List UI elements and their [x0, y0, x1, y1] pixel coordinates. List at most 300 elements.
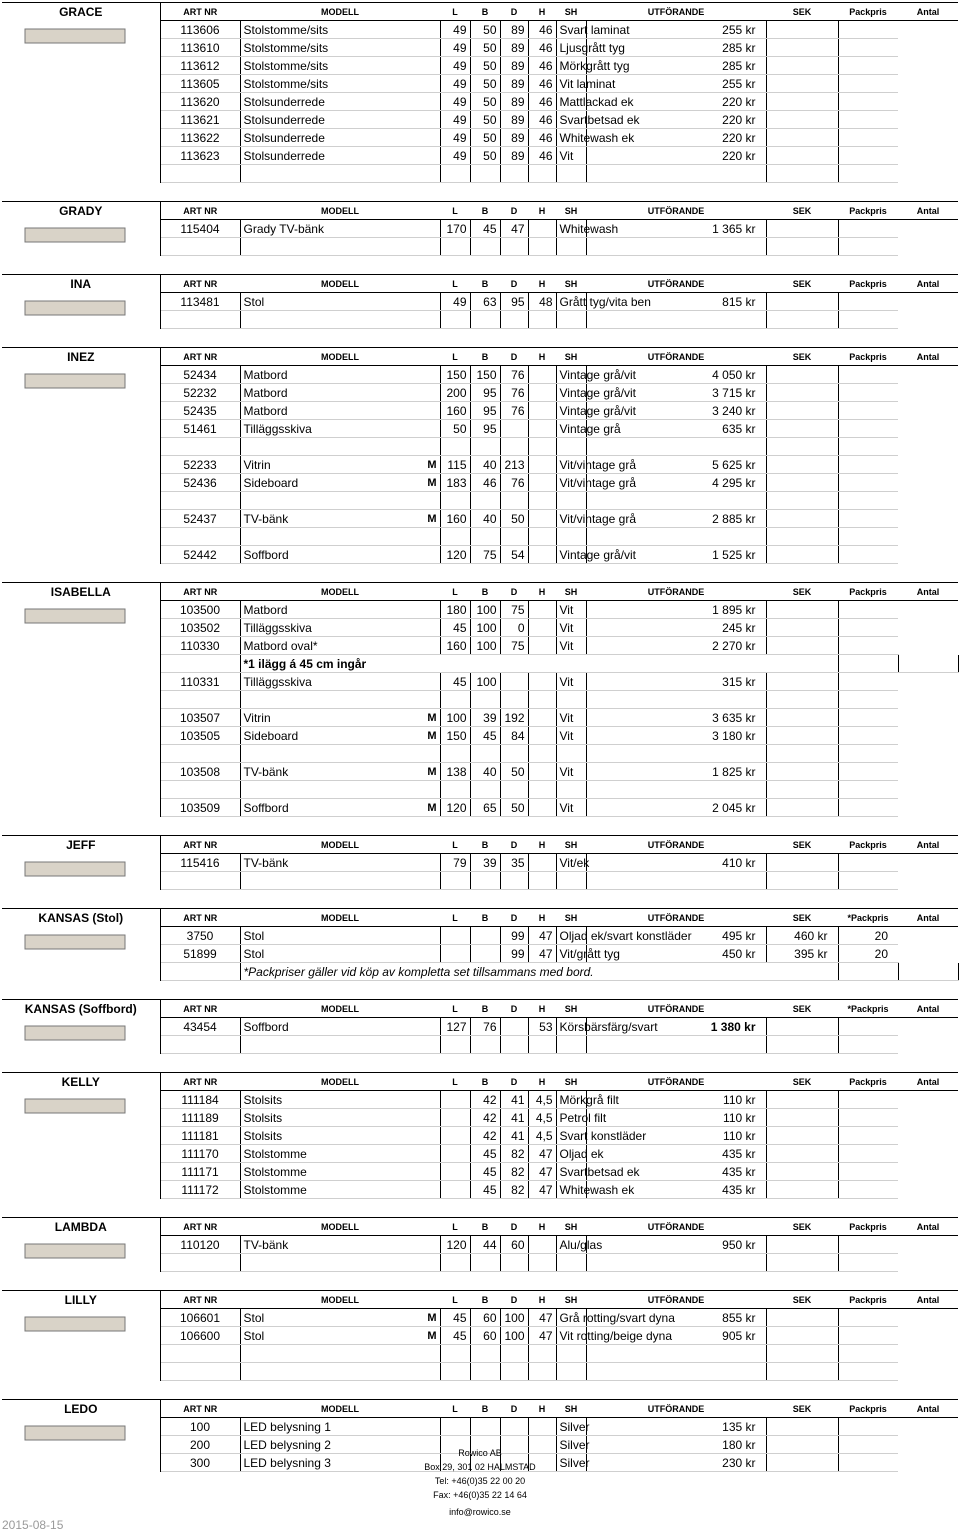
dim-sh	[528, 1036, 556, 1054]
model-label: TV-bänk	[243, 855, 289, 870]
price-sek: 1 895 kr	[586, 601, 766, 619]
dim-sh	[528, 727, 556, 745]
art-nr: 103505	[160, 727, 240, 745]
dim-sh	[528, 1418, 556, 1436]
finish	[556, 238, 586, 256]
col-header-antal: Antal	[898, 348, 958, 366]
price-table	[2, 347, 958, 564]
dim-l	[440, 1145, 470, 1163]
price-sek: 4 050 kr	[586, 366, 766, 384]
finish: Vit/vintage grå	[556, 510, 586, 528]
model-name	[240, 1091, 440, 1109]
price-sek	[586, 781, 766, 799]
dim-l: 49	[440, 57, 470, 75]
dim-h: 82	[500, 1181, 528, 1199]
dim-h	[500, 745, 528, 763]
col-header-b: B	[470, 1218, 500, 1236]
dim-sh: 4,5	[528, 1109, 556, 1127]
pack-price	[766, 1345, 838, 1363]
finish: Vit	[556, 619, 586, 637]
dim-l: 183	[440, 474, 470, 492]
dim-l	[440, 745, 470, 763]
dim-b: 95	[470, 384, 500, 402]
art-nr: 113481	[160, 293, 240, 311]
section-spacer	[2, 890, 958, 908]
dim-h	[500, 528, 528, 546]
pack-price	[766, 528, 838, 546]
price-sek: 450 kr	[586, 945, 766, 963]
dim-b: 95	[470, 420, 500, 438]
dim-h: 0	[500, 619, 528, 637]
pack-price: 460 kr	[766, 927, 838, 945]
quantity	[838, 165, 898, 183]
art-nr: 106600	[160, 1327, 240, 1345]
dim-b: 150	[470, 366, 500, 384]
finish: Vit	[556, 727, 586, 745]
col-header-artnr: ART NR	[160, 1291, 240, 1309]
dim-b: 42	[470, 1109, 500, 1127]
finish	[556, 1363, 586, 1381]
col-header-packpris: Packpris	[838, 202, 898, 220]
finish: Silver	[556, 1454, 586, 1472]
company-address: Box 29, 301 02 HALMSTAD	[424, 1462, 536, 1472]
col-header-antal: Antal	[898, 909, 958, 927]
finish: Vintage grå	[556, 420, 586, 438]
dim-l: 50	[440, 420, 470, 438]
model-name	[240, 691, 440, 709]
dim-b	[470, 165, 500, 183]
dim-sh: 47	[528, 1309, 556, 1327]
pack-price	[766, 147, 838, 165]
col-header-artnr: ART NR	[160, 1400, 240, 1418]
col-header-sek: SEK	[766, 1291, 838, 1309]
quantity	[838, 872, 898, 890]
price-sek: 1 380 kr	[586, 1018, 766, 1036]
brand-name: LAMBDA	[2, 1218, 160, 1236]
model-label: TV-bänk	[243, 1237, 289, 1252]
dim-b	[470, 311, 500, 329]
model-name	[240, 57, 440, 75]
col-header-antal: Antal	[898, 583, 958, 601]
model-name	[240, 384, 440, 402]
dim-h: 100	[500, 1309, 528, 1327]
price-sek: 4 295 kr	[586, 474, 766, 492]
model-name	[240, 601, 440, 619]
dim-l: 79	[440, 854, 470, 872]
quantity	[838, 1109, 898, 1127]
brand-name: KANSAS (Stol)	[2, 909, 160, 927]
model-name	[240, 1145, 440, 1163]
art-nr	[160, 1363, 240, 1381]
dim-l: 150	[440, 727, 470, 745]
dim-l	[440, 1091, 470, 1109]
art-nr: 100	[160, 1418, 240, 1436]
finish: Grå rotting/svart dyna	[556, 1309, 586, 1327]
pack-price	[766, 220, 838, 238]
model-label: Stolsunderrede	[243, 94, 325, 109]
finish	[556, 872, 586, 890]
dim-sh: 47	[528, 927, 556, 945]
model-name	[240, 456, 440, 474]
document-date: 2015-08-15	[2, 1518, 64, 1532]
pack-price	[766, 1236, 838, 1254]
furniture-picture	[5, 366, 145, 396]
quantity	[838, 709, 898, 727]
dim-h: 82	[500, 1145, 528, 1163]
quantity	[838, 854, 898, 872]
dim-sh	[528, 709, 556, 727]
dim-h: 95	[500, 293, 528, 311]
dim-l: 45	[440, 1327, 470, 1345]
model-label: Stol	[243, 1310, 265, 1325]
section-spacer	[2, 564, 958, 582]
art-nr: 51899	[160, 945, 240, 963]
art-nr: 113622	[160, 129, 240, 147]
price-sek	[586, 1036, 766, 1054]
dim-b: 39	[470, 709, 500, 727]
brand-name: LEDO	[2, 1400, 160, 1418]
col-header-antal: Antal	[898, 202, 958, 220]
col-header-utforande: UTFÖRANDE	[586, 909, 766, 927]
pack-price	[766, 93, 838, 111]
dim-l: 49	[440, 75, 470, 93]
dim-h: 76	[500, 366, 528, 384]
dim-sh	[528, 238, 556, 256]
art-nr	[160, 1345, 240, 1363]
col-header-b: B	[470, 909, 500, 927]
model-name	[240, 1018, 440, 1036]
dim-l: 49	[440, 147, 470, 165]
price-sek	[586, 238, 766, 256]
col-header-artnr: ART NR	[160, 1000, 240, 1018]
price-sek	[586, 1254, 766, 1272]
dim-l	[440, 1127, 470, 1145]
pack-price	[766, 763, 838, 781]
pack-price	[766, 438, 838, 456]
col-header-d: D	[500, 275, 528, 293]
furniture-picture	[5, 1018, 145, 1048]
model-label: Stol	[243, 294, 265, 309]
col-header-l: L	[440, 1073, 470, 1091]
dim-h: 213	[500, 456, 528, 474]
finish: Vintage grå/vit	[556, 546, 586, 564]
company-phone: Tel: +46(0)35 22 00 20	[434, 1476, 526, 1486]
art-nr: 43454	[160, 1018, 240, 1036]
empty-cell	[838, 655, 898, 673]
dim-h: 99	[500, 927, 528, 945]
dim-b: 45	[470, 1181, 500, 1199]
finish: Vit	[556, 637, 586, 655]
dim-sh: 46	[528, 57, 556, 75]
model-label: Soffbord	[243, 1019, 289, 1034]
finish: Whitewash	[556, 220, 586, 238]
finish: Oljad ek/svart konstläder	[556, 927, 586, 945]
col-header-modell: MODELL	[240, 1000, 440, 1018]
pack-price	[766, 546, 838, 564]
finish: Grått tyg/vita ben	[556, 293, 586, 311]
price-table	[2, 1217, 958, 1272]
furniture-picture	[5, 601, 145, 631]
model-name	[240, 1418, 440, 1436]
price-sek: 220 kr	[586, 147, 766, 165]
price-sek: 3 715 kr	[586, 384, 766, 402]
art-nr	[160, 781, 240, 799]
col-header-modell: MODELL	[240, 348, 440, 366]
product-image	[2, 1309, 160, 1381]
model-label: TV-bänk	[243, 511, 289, 526]
product-image	[2, 293, 160, 329]
quantity	[838, 93, 898, 111]
table-row	[2, 220, 958, 238]
price-table	[2, 835, 958, 890]
section-inez	[2, 347, 958, 582]
col-header-modell: MODELL	[240, 583, 440, 601]
col-header-utforande: UTFÖRANDE	[586, 583, 766, 601]
pack-price	[766, 1018, 838, 1036]
quantity	[838, 438, 898, 456]
furniture-picture	[5, 854, 145, 884]
finish: Vit/ek	[556, 854, 586, 872]
pack-price	[766, 709, 838, 727]
brand-name: JEFF	[2, 836, 160, 854]
finish: Svartbetsad ek	[556, 111, 586, 129]
model-name	[240, 781, 440, 799]
col-header-artnr: ART NR	[160, 1218, 240, 1236]
col-header-d: D	[500, 1400, 528, 1418]
dim-sh: 47	[528, 1163, 556, 1181]
col-header-modell: MODELL	[240, 202, 440, 220]
col-header-b: B	[470, 3, 500, 21]
quantity	[838, 1418, 898, 1436]
dim-h	[500, 165, 528, 183]
col-header-d: D	[500, 3, 528, 21]
dim-b	[470, 1418, 500, 1436]
col-header-packpris_star: *Packpris	[838, 1000, 898, 1018]
section-isabella	[2, 582, 958, 835]
art-nr: 111181	[160, 1127, 240, 1145]
col-header-h: H	[528, 3, 556, 21]
finish	[556, 691, 586, 709]
finish: Alu/glas	[556, 1236, 586, 1254]
quantity	[838, 1254, 898, 1272]
art-nr	[160, 311, 240, 329]
pack-price	[766, 474, 838, 492]
art-nr: 113610	[160, 39, 240, 57]
art-nr: 113612	[160, 57, 240, 75]
col-header-h: H	[528, 1000, 556, 1018]
pack-price	[766, 420, 838, 438]
finish: Vit	[556, 147, 586, 165]
company-email[interactable]: info@rowico.se	[449, 1507, 511, 1517]
model-name	[240, 39, 440, 57]
model-name	[240, 21, 440, 39]
price-table	[2, 201, 958, 256]
quantity	[838, 1145, 898, 1163]
dim-sh	[528, 510, 556, 528]
quantity	[838, 799, 898, 817]
model-label: Sideboard	[243, 475, 299, 490]
col-header-utforande: UTFÖRANDE	[586, 3, 766, 21]
dim-h	[500, 238, 528, 256]
furniture-picture	[5, 293, 145, 323]
col-header-h: H	[528, 836, 556, 854]
dim-l	[440, 1109, 470, 1127]
dim-h	[500, 781, 528, 799]
dim-h	[500, 1018, 528, 1036]
model-label: LED belysning 2	[243, 1437, 331, 1452]
model-name	[240, 111, 440, 129]
model-label: Stolstomme	[243, 1182, 307, 1197]
model-name	[240, 1163, 440, 1181]
col-header-h: H	[528, 1218, 556, 1236]
header-row	[2, 1291, 958, 1309]
dim-sh	[528, 311, 556, 329]
art-nr: 106601	[160, 1309, 240, 1327]
dim-sh	[528, 220, 556, 238]
dim-h: 100	[500, 1327, 528, 1345]
col-header-l: L	[440, 275, 470, 293]
brand-name: INEZ	[2, 348, 160, 366]
col-header-sh: SH	[556, 583, 586, 601]
art-nr	[160, 1036, 240, 1054]
dim-sh: 48	[528, 293, 556, 311]
col-header-d: D	[500, 202, 528, 220]
col-header-antal: Antal	[898, 1000, 958, 1018]
pack-price	[766, 745, 838, 763]
col-header-l: L	[440, 1400, 470, 1418]
pack-price: 395 kr	[766, 945, 838, 963]
finish: Vit	[556, 601, 586, 619]
dim-sh: 47	[528, 1181, 556, 1199]
dim-l	[440, 1163, 470, 1181]
company-fax: Fax: +46(0)35 22 14 64	[433, 1490, 527, 1500]
col-header-d: D	[500, 1073, 528, 1091]
dim-sh	[528, 1254, 556, 1272]
dim-sh	[528, 546, 556, 564]
quantity	[838, 691, 898, 709]
art-nr: 113623	[160, 147, 240, 165]
dim-h: 89	[500, 93, 528, 111]
price-sek: 110 kr	[586, 1091, 766, 1109]
quantity	[838, 474, 898, 492]
quantity	[838, 39, 898, 57]
model-label: Matbord	[243, 385, 288, 400]
price-sek	[586, 165, 766, 183]
dim-b	[470, 528, 500, 546]
art-nr: 103507	[160, 709, 240, 727]
model-label: Matbord	[243, 602, 288, 617]
product-image	[2, 1018, 160, 1054]
col-header-b: B	[470, 348, 500, 366]
col-header-sek: SEK	[766, 1218, 838, 1236]
price-sek	[586, 311, 766, 329]
pack-price	[766, 799, 838, 817]
finish: Körsbärsfärg/svart	[556, 1018, 586, 1036]
model-name	[240, 727, 440, 745]
art-nr: 52434	[160, 366, 240, 384]
col-header-antal: Antal	[898, 275, 958, 293]
finish: Vit/vintage grå	[556, 456, 586, 474]
dim-sh	[528, 1345, 556, 1363]
model-name	[240, 238, 440, 256]
pack-price	[766, 492, 838, 510]
finish: Oljad ek	[556, 1145, 586, 1163]
quantity	[838, 220, 898, 238]
model-label: Stolsits	[243, 1092, 283, 1107]
finish	[556, 528, 586, 546]
dim-b: 100	[470, 619, 500, 637]
model-label: Tilläggsskiva	[243, 421, 312, 436]
furniture-picture	[5, 1091, 145, 1121]
product-image	[2, 1236, 160, 1272]
dim-h: 50	[500, 799, 528, 817]
product-image	[2, 601, 160, 817]
dim-l: 45	[440, 1309, 470, 1327]
price-sek	[586, 691, 766, 709]
model-name	[240, 129, 440, 147]
company-footer	[0, 1446, 960, 1519]
model-label: Tilläggsskiva	[243, 674, 312, 689]
brand-name: KANSAS (Soffbord)	[2, 1000, 160, 1018]
header-row	[2, 3, 958, 21]
dim-l: 49	[440, 129, 470, 147]
price-table	[2, 582, 958, 817]
dim-h	[500, 1345, 528, 1363]
dim-sh: 46	[528, 39, 556, 57]
dim-sh: 47	[528, 1327, 556, 1345]
model-name	[240, 1181, 440, 1199]
dim-l: 120	[440, 546, 470, 564]
col-header-modell: MODELL	[240, 1291, 440, 1309]
model-name	[240, 492, 440, 510]
product-image	[2, 927, 160, 981]
col-header-l: L	[440, 909, 470, 927]
art-nr	[160, 963, 240, 981]
model-name	[240, 75, 440, 93]
model-name	[240, 1327, 440, 1345]
price-sek: 315 kr	[586, 673, 766, 691]
col-header-sek: SEK	[766, 348, 838, 366]
dim-h	[500, 1418, 528, 1436]
finish: Vit	[556, 709, 586, 727]
col-header-utforande: UTFÖRANDE	[586, 1291, 766, 1309]
dim-h	[500, 438, 528, 456]
model-name	[240, 147, 440, 165]
quantity	[838, 147, 898, 165]
header-row	[2, 1073, 958, 1091]
art-nr: 111189	[160, 1109, 240, 1127]
dim-h: 76	[500, 474, 528, 492]
m-marker: M	[427, 711, 437, 724]
quantity	[838, 1163, 898, 1181]
model-label: Stol	[243, 928, 265, 943]
art-nr: 103502	[160, 619, 240, 637]
finish: Vintage grå/vit	[556, 384, 586, 402]
finish: Vit rotting/beige dyna	[556, 1327, 586, 1345]
product-image	[2, 220, 160, 256]
pack-price	[766, 311, 838, 329]
dim-sh	[528, 1363, 556, 1381]
dim-b	[470, 927, 500, 945]
dim-sh	[528, 420, 556, 438]
dim-h: 60	[500, 1236, 528, 1254]
price-sek: 220 kr	[586, 93, 766, 111]
col-header-artnr: ART NR	[160, 202, 240, 220]
price-sek	[586, 1363, 766, 1381]
model-name	[240, 93, 440, 111]
header-row	[2, 348, 958, 366]
dim-b	[470, 438, 500, 456]
